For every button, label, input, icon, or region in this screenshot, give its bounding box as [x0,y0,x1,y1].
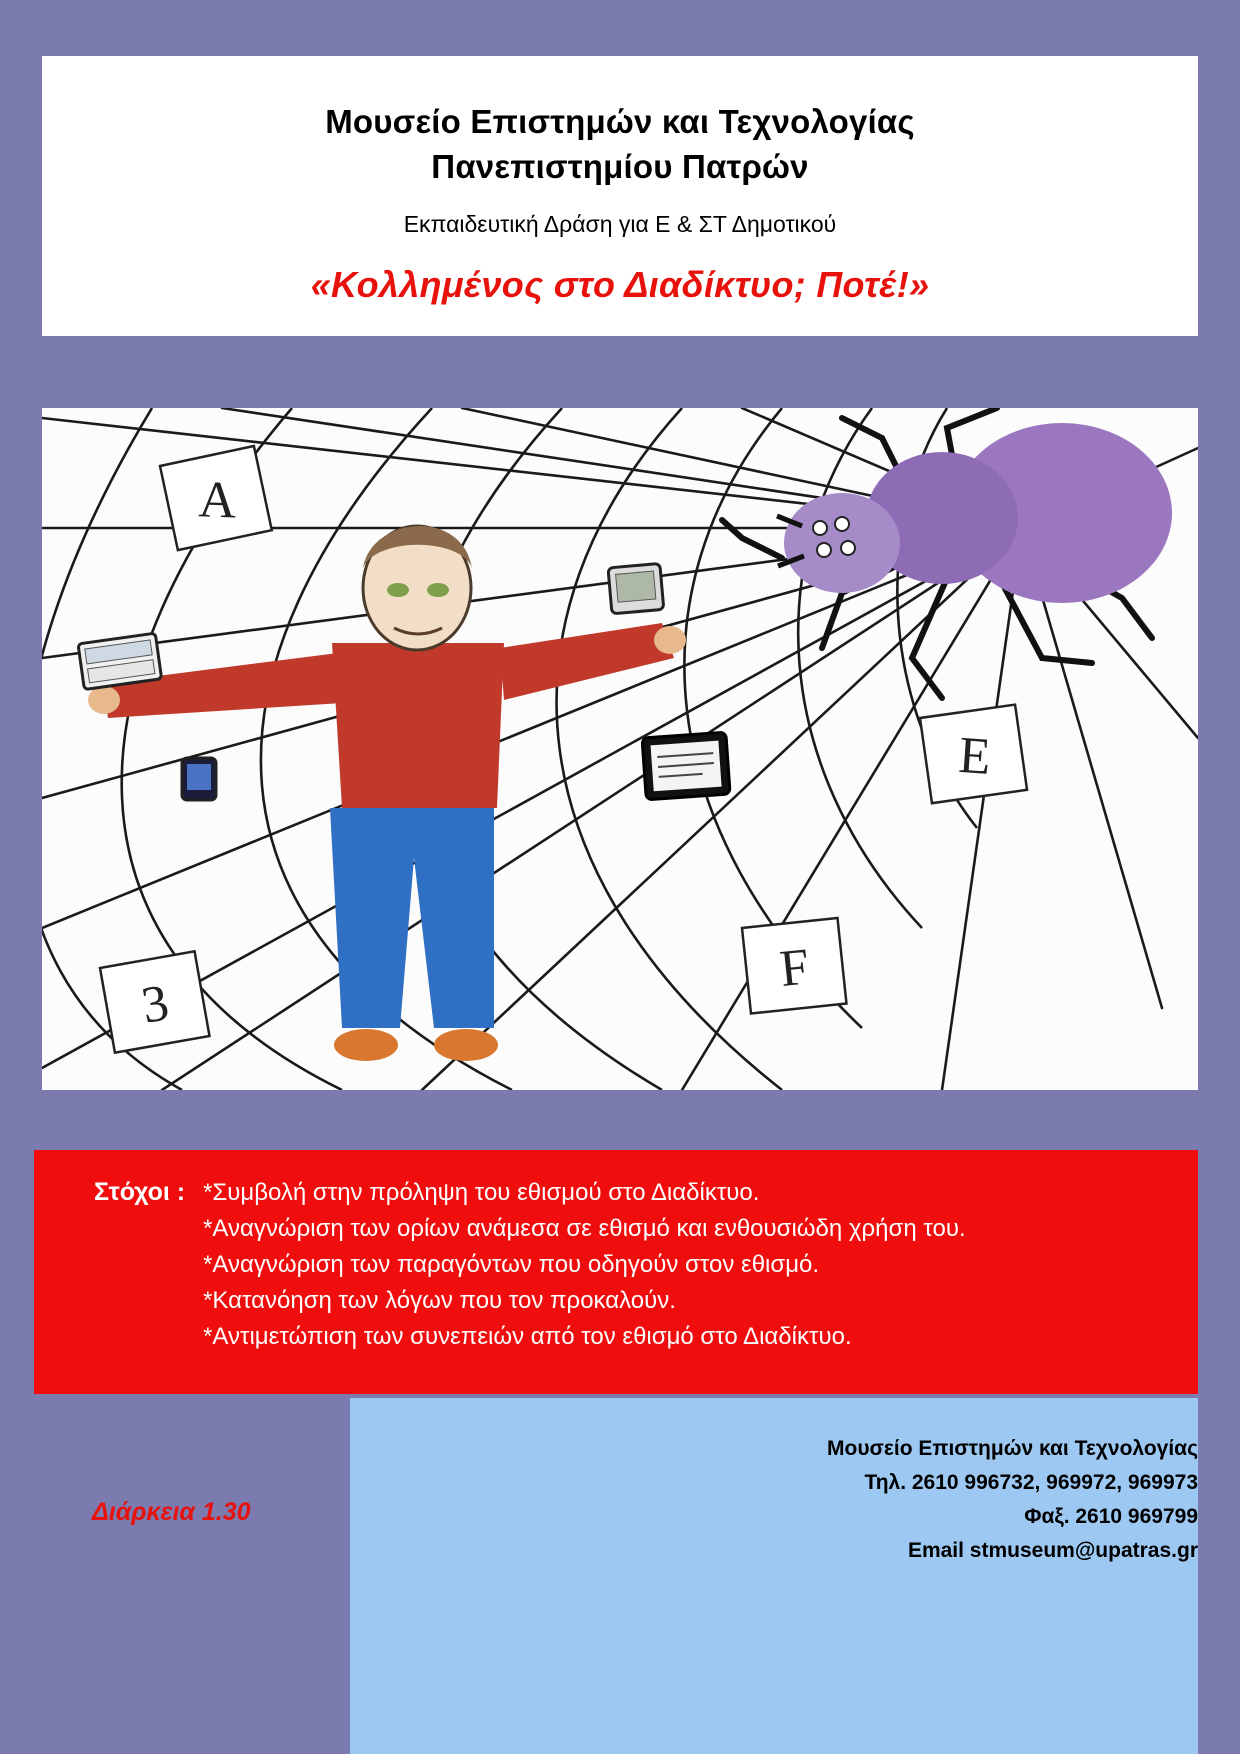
svg-text:3: 3 [137,974,173,1035]
contact-fax: Φαξ. 2610 969799 [1024,1505,1198,1529]
duration-label: Διάρκεια 1.30 [92,1498,251,1526]
event-subtitle: Εκπαιδευτική Δράση για Ε & ΣΤ Δημοτικού [403,211,837,238]
museum-title-line-2: Πανεπιστημίου Πατρών [431,147,809,185]
svg-text:A: A [197,471,238,530]
museum-title-line-1: Μουσείο Επιστημών και Τεχνολογίας [325,103,915,140]
goal-item: *Αναγνώριση των ορίων ανάμεσα σε εθισμό και ενθουσιώδη χρήση του. [203,1215,966,1243]
event-headline: «Κολλημένος στο Διαδίκτυο; Ποτέ!» [310,264,930,306]
contact-name: Μουσείο Επιστημών και Τεχνολογίας [827,1437,1198,1460]
goal-item: *Αντιμετώπιση των συνεπειών από τον εθισμό στο Διαδίκτυο. [203,1323,852,1351]
goal-item: *Συμβολή στην πρόληψη του εθισμού στο Διαδίκτυο. [203,1179,760,1206]
svg-text:F: F [777,938,812,999]
contact-phone: Τηλ. 2610 996732, 969972, 969973 [864,1471,1198,1495]
goal-item: *Κατανόηση των λόγων που τον προκαλούν. [203,1287,676,1315]
svg-text:E: E [956,726,993,786]
illustration-image [42,408,1198,1090]
goals-label: Στόχοι : [94,1178,186,1206]
contact-email[interactable]: Email stmuseum@upatras.gr [907,1539,1198,1563]
goals-panel [34,1150,1198,1394]
contact-block [498,1432,1198,1568]
header-panel [42,56,1198,336]
goals-list [203,1176,966,1394]
spider-web-drawing [42,408,1198,1090]
goal-item: *Αναγνώριση των παραγόντων που οδηγούν στον εθισμό. [203,1251,820,1279]
